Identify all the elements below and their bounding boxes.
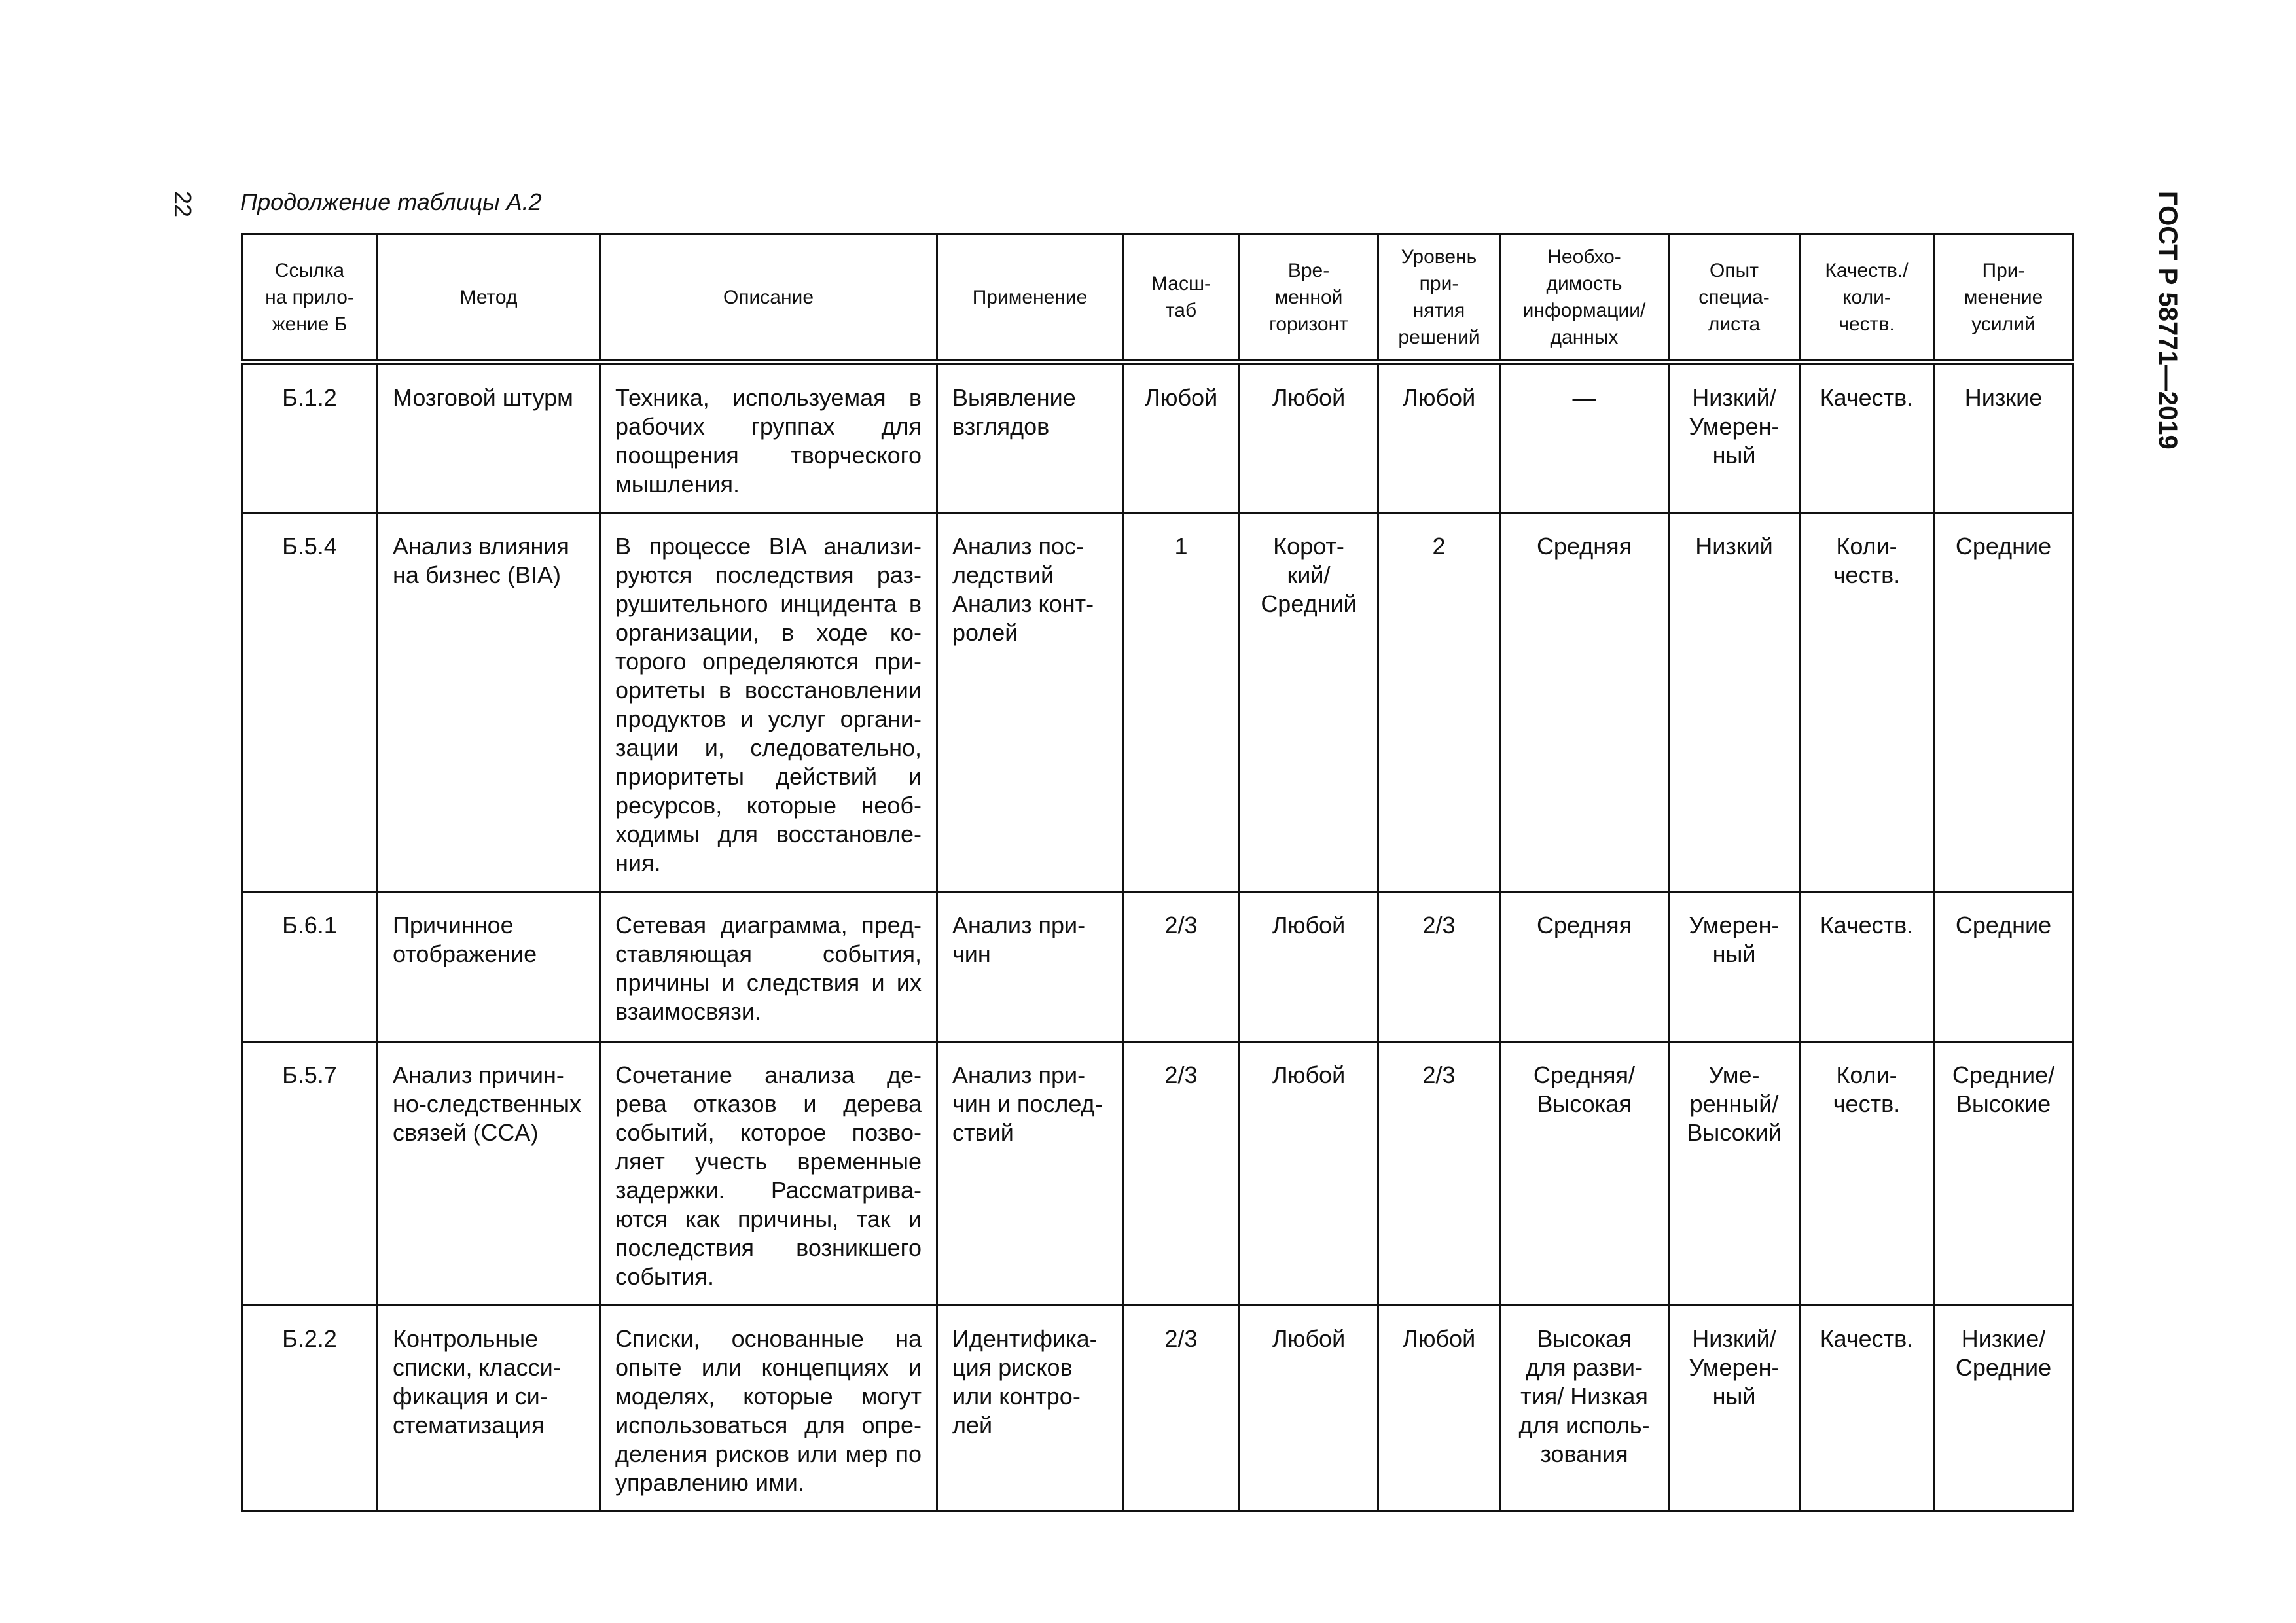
table-header-row [242,234,2073,363]
cell-effort: Низкие [1934,363,2073,513]
cell-scale: Любой [1123,363,1240,513]
cell-scale: 2/3 [1123,892,1240,1042]
cell-qual-quant: Коли- честв. [1800,1042,1934,1306]
header-description: Описание [600,234,937,363]
page-number: 22 [170,191,196,218]
cell-method: Анализ причин-но-следственных связей (CCA) [378,1042,600,1306]
cell-info-need: — [1500,363,1669,513]
cell-info-need: Средняя/ Высокая [1500,1042,1669,1306]
cell-method: Анализ влияния на бизнес (BIA) [378,513,600,892]
cell-method: Причинное отображение [378,892,600,1042]
cell-expertise: Низкий/ Умерен- ный [1669,1306,1800,1512]
cell-description: Техника, используемая в рабочих группах для поощрения творческого мышления. [600,363,937,513]
table-row [242,1042,2073,1306]
cell-application: Идентифика-ция рисков или контро-лей [937,1306,1123,1512]
cell-method: Контрольные списки, класси-фикация и си-стематизация [378,1306,600,1512]
methods-table [241,233,2074,1512]
document-code: ГОСТ Р 58771—2019 [2153,191,2182,450]
cell-qual-quant: Коли- честв. [1800,513,1934,892]
cell-horizon: Любой [1240,892,1378,1042]
cell-expertise: Умерен- ный [1669,892,1800,1042]
header-scale: Масш- таб [1123,234,1240,363]
header-qual-quant: Качеств./ коли- честв. [1800,234,1934,363]
cell-effort: Средние [1934,892,2073,1042]
header-horizon: Вре- менной горизонт [1240,234,1378,363]
cell-scale: 2/3 [1123,1042,1240,1306]
cell-ref: Б.1.2 [242,363,378,513]
cell-application: Анализ при-чин и послед-ствий [937,1042,1123,1306]
cell-effort: Средние/ Высокие [1934,1042,2073,1306]
cell-qual-quant: Качеств. [1800,1306,1934,1512]
cell-expertise: Низкий [1669,513,1800,892]
cell-application: Выявление взглядов [937,363,1123,513]
cell-info-need: Средняя [1500,513,1669,892]
cell-scale: 2/3 [1123,1306,1240,1512]
header-ref: Ссылка на прило- жение Б [242,234,378,363]
cell-info-need: Высокая для разви- тия/ Низкая для исполь- зования [1500,1306,1669,1512]
cell-expertise: Низкий/ Умерен- ный [1669,363,1800,513]
cell-qual-quant: Качеств. [1800,363,1934,513]
table-row [242,363,2073,513]
cell-decision-level: 2 [1378,513,1500,892]
cell-application: Анализ пос-ледствий Анализ конт-ролей [937,513,1123,892]
cell-expertise: Уме- ренный/ Высокий [1669,1042,1800,1306]
cell-horizon: Любой [1240,363,1378,513]
cell-horizon: Любой [1240,1306,1378,1512]
header-expertise: Опыт специа- листа [1669,234,1800,363]
cell-ref: Б.6.1 [242,892,378,1042]
cell-ref: Б.5.4 [242,513,378,892]
cell-qual-quant: Качеств. [1800,892,1934,1042]
cell-effort: Средние [1934,513,2073,892]
cell-effort: Низкие/ Средние [1934,1306,2073,1512]
header-effort: При- менение усилий [1934,234,2073,363]
cell-ref: Б.5.7 [242,1042,378,1306]
cell-horizon: Корот- кий/ Средний [1240,513,1378,892]
cell-application: Анализ при-чин [937,892,1123,1042]
table-row [242,1306,2073,1512]
cell-decision-level: 2/3 [1378,892,1500,1042]
cell-description: В процессе BIA анализи-руются последствия раз-рушительного инцидента в организации, в ходе ко-торого определяются при-оритеты в восстановлении продуктов и услуг органи-зации и, следовательно, приоритеты действий и ресурсов, которые необ-ходимы для восстановле-ния. [600,513,937,892]
header-info-need: Необхо- димость информации/ данных [1500,234,1669,363]
header-decision-level: Уровень при- нятия решений [1378,234,1500,363]
cell-decision-level: Любой [1378,1306,1500,1512]
cell-scale: 1 [1123,513,1240,892]
header-application: Применение [937,234,1123,363]
cell-decision-level: Любой [1378,363,1500,513]
cell-horizon: Любой [1240,1042,1378,1306]
table-caption: Продолжение таблицы А.2 [240,188,542,215]
cell-decision-level: 2/3 [1378,1042,1500,1306]
table-row [242,513,2073,892]
cell-description: Сочетание анализа де-рева отказов и дерева событий, которое позво-ляет учесть временные задержки. Рассматрива-ются как причины, так и последствия возникшего события. [600,1042,937,1306]
cell-info-need: Средняя [1500,892,1669,1042]
table-row [242,892,2073,1042]
cell-description: Сетевая диаграмма, пред-ставляющая события, причины и следствия и их взаимосвязи. [600,892,937,1042]
cell-ref: Б.2.2 [242,1306,378,1512]
header-method: Метод [378,234,600,363]
cell-description: Списки, основанные на опыте или концепциях и моделях, которые могут использоваться для опре-деления рисков или мер по управлению ими. [600,1306,937,1512]
cell-method: Мозговой штурм [378,363,600,513]
